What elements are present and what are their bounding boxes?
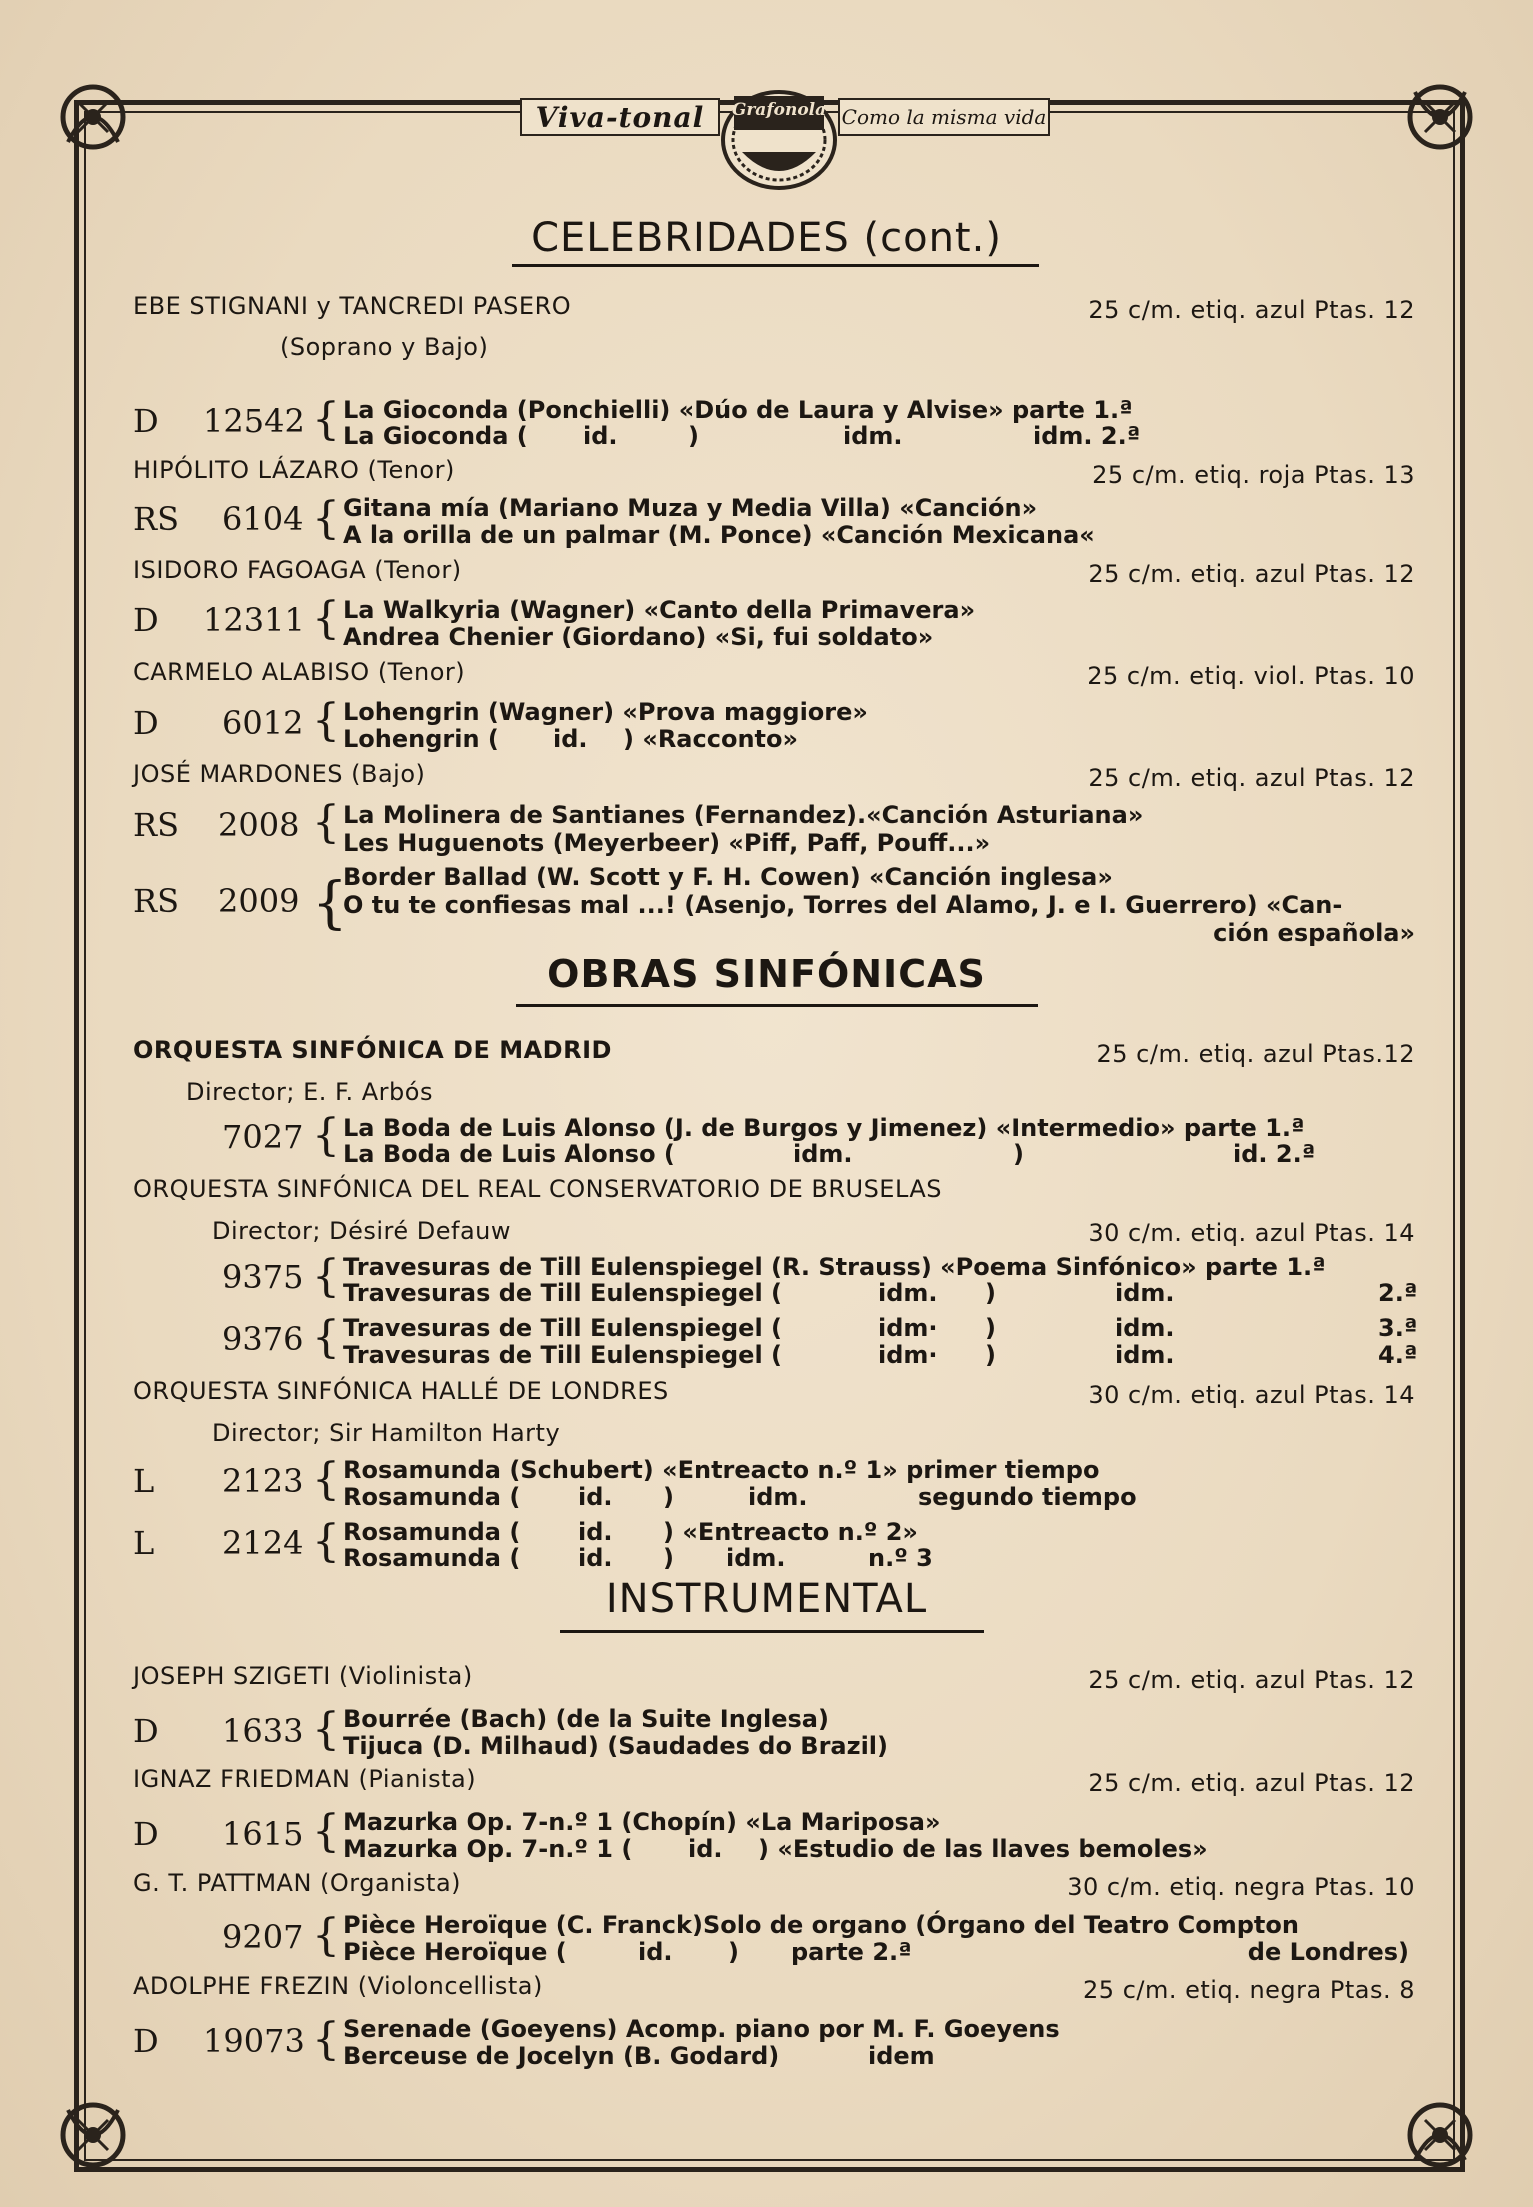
record-number: 1633 xyxy=(222,1712,304,1750)
record-title-part: ) «Entreacto n.º 2» xyxy=(663,1518,918,1546)
section-title-instrumental: INSTRUMENTAL xyxy=(605,1576,928,1622)
brace: { xyxy=(312,394,340,445)
record-number: 6012 xyxy=(222,704,304,742)
artist-name: JOSEPH SZIGETI (Violinista) xyxy=(133,1662,473,1690)
record-title: Rosamunda ( xyxy=(343,1544,521,1572)
brace: { xyxy=(312,493,340,544)
brace: { xyxy=(312,1251,340,1302)
record-number: 2124 xyxy=(222,1524,304,1562)
record-title-part: n.º 3 xyxy=(868,1544,933,1572)
record-title: Rosamunda ( xyxy=(343,1483,521,1511)
record-number: 9376 xyxy=(222,1320,304,1358)
banner-como-la-misma-vida: Como la misma vida xyxy=(838,98,1050,136)
record-title: La Boda de Luis Alonso ( xyxy=(343,1140,675,1168)
record-title: Rosamunda (Schubert) «Entreacto n.º 1» primer tiempo xyxy=(343,1456,1100,1484)
artist-name: ORQUESTA SINFÓNICA DE MADRID xyxy=(133,1036,612,1064)
record-prefix: L xyxy=(133,1524,155,1562)
brace: { xyxy=(312,2014,340,2065)
record-title-part: id. xyxy=(578,1483,613,1511)
record-number: 12542 xyxy=(203,402,305,440)
record-title-part: ) xyxy=(663,1544,674,1572)
record-number: 2008 xyxy=(218,806,300,844)
record-title-part: ) xyxy=(985,1279,996,1307)
record-title: Lohengrin ( xyxy=(343,725,499,753)
brace: { xyxy=(312,1516,340,1567)
record-title: Bourrée (Bach) (de la Suite Inglesa) xyxy=(343,1705,829,1733)
record-title: Pièce Heroïque (C. Franck)Solo de organo (Órgano del Teatro Compton xyxy=(343,1911,1299,1939)
record-prefix: RS xyxy=(133,806,180,844)
record-title-part: id. xyxy=(578,1544,613,1572)
record-prefix: D xyxy=(133,2022,159,2060)
record-title: Mazurka Op. 7-n.º 1 (Chopín) «La Mariposa» xyxy=(343,1808,941,1836)
record-prefix: RS xyxy=(133,500,180,538)
brace: { xyxy=(312,1704,340,1755)
record-number: 9375 xyxy=(222,1258,304,1296)
artist-name: ISIDORO FAGOAGA (Tenor) xyxy=(133,556,462,584)
record-title-part: ) xyxy=(728,1938,739,1966)
record-title-part: id. xyxy=(583,422,618,450)
record-title-part: parte 2.ª xyxy=(791,1938,912,1966)
record-title-part: 4.ª xyxy=(1378,1341,1418,1369)
record-title: Pièce Heroïque ( xyxy=(343,1938,567,1966)
record-prefix: D xyxy=(133,1712,159,1750)
violin-ornament-icon xyxy=(1395,72,1485,162)
record-number: 12311 xyxy=(203,601,305,639)
record-prefix: D xyxy=(133,601,159,639)
record-title-part: idm· xyxy=(878,1314,938,1342)
record-title: Rosamunda ( xyxy=(343,1518,521,1546)
record-title: Travesuras de Till Eulenspiegel (R. Strauss) «Poema Sinfónico» parte 1.ª xyxy=(343,1253,1326,1281)
artist-role: (Soprano y Bajo) xyxy=(280,333,489,361)
artist-name: JOSÉ MARDONES (Bajo) xyxy=(133,760,426,788)
price-info: 25 c/m. etiq. azul Ptas. 12 xyxy=(1088,1769,1415,1797)
record-title-part: idm. xyxy=(1115,1341,1175,1369)
record-title-part: idm· xyxy=(878,1341,938,1369)
record-title-part: id. xyxy=(553,725,588,753)
price-info: 30 c/m. etiq. negra Ptas. 10 xyxy=(1067,1873,1415,1901)
record-number: 2009 xyxy=(218,882,300,920)
artist-name: ADOLPHE FREZIN (Violoncellista) xyxy=(133,1972,543,2000)
record-title-part: idm. xyxy=(793,1140,853,1168)
banner-viva-tonal: Viva-tonal xyxy=(520,98,720,136)
record-title-part: id. xyxy=(638,1938,673,1966)
brace: { xyxy=(312,1312,340,1363)
record-title: Travesuras de Till Eulenspiegel ( xyxy=(343,1341,782,1369)
record-title-part: ) «Estudio de las llaves bemoles» xyxy=(758,1835,1208,1863)
record-prefix: D xyxy=(133,402,159,440)
record-title-part: 3.ª xyxy=(1378,1314,1418,1342)
record-title-part: ) xyxy=(985,1314,996,1342)
record-title-part: ) xyxy=(1013,1140,1024,1168)
section-rule xyxy=(512,264,1039,267)
record-title: La Gioconda (Ponchielli) «Dúo de Laura y Alvise» parte 1.ª xyxy=(343,396,1133,424)
record-title: Mazurka Op. 7-n.º 1 ( xyxy=(343,1835,633,1863)
record-title: La Walkyria (Wagner) «Canto della Primavera» xyxy=(343,596,976,624)
record-title: Lohengrin (Wagner) «Prova maggiore» xyxy=(343,698,868,726)
record-title-part: ) xyxy=(663,1483,674,1511)
price-info: 25 c/m. etiq. azul Ptas. 12 xyxy=(1088,1666,1415,1694)
record-title: Serenade (Goeyens) Acomp. piano por M. F. Goeyens xyxy=(343,2015,1060,2043)
record-number: 9207 xyxy=(222,1918,304,1956)
price-info: 25 c/m. etiq. azul Ptas.12 xyxy=(1096,1040,1415,1068)
brace: { xyxy=(312,593,340,644)
record-title-part: ) «Racconto» xyxy=(623,725,798,753)
artist-name: ORQUESTA SINFÓNICA HALLÉ DE LONDRES xyxy=(133,1377,669,1405)
record-title: Travesuras de Till Eulenspiegel ( xyxy=(343,1314,782,1342)
record-number: 7027 xyxy=(222,1118,304,1156)
record-title: O tu te confiesas mal ...! (Asenjo, Torres del Alamo, J. e I. Guerrero) «Can- xyxy=(343,891,1343,919)
section-title-obras-sinfonicas: OBRAS SINFÓNICAS xyxy=(547,952,986,996)
record-prefix: L xyxy=(133,1462,155,1500)
record-title: Andrea Chenier (Giordano) «Si, fui soldato» xyxy=(343,623,934,651)
record-title: La Gioconda ( xyxy=(343,422,528,450)
artist-name: ORQUESTA SINFÓNICA DEL REAL CONSERVATORIO DE BRUSELAS xyxy=(133,1175,943,1203)
record-number: 6104 xyxy=(222,500,304,538)
brace: { xyxy=(312,871,348,936)
section-title-celebridades: CELEBRIDADES (cont.) xyxy=(531,215,1002,261)
price-info: 25 c/m. etiq. roja Ptas. 13 xyxy=(1092,461,1415,489)
record-title: Les Huguenots (Meyerbeer) «Piff, Paff, Pouff...» xyxy=(343,829,991,857)
record-prefix: RS xyxy=(133,882,180,920)
brace: { xyxy=(312,1110,340,1161)
brace: { xyxy=(312,695,340,746)
artist-name: IGNAZ FRIEDMAN (Pianista) xyxy=(133,1765,477,1793)
record-title-part: segundo tiempo xyxy=(918,1483,1137,1511)
record-title-part: idm. xyxy=(1115,1279,1175,1307)
artist-name: G. T. PATTMAN (Organista) xyxy=(133,1869,462,1897)
record-title: ción española» xyxy=(1213,919,1415,947)
brace: { xyxy=(312,797,340,848)
price-info: 25 c/m. etiq. azul Ptas. 12 xyxy=(1088,296,1415,324)
lyre-ornament-icon xyxy=(1395,2090,1485,2180)
brace: { xyxy=(312,1910,340,1961)
header-banner xyxy=(520,90,1050,144)
grafonola-medallion-icon xyxy=(720,90,838,190)
record-title-part: ) xyxy=(985,1341,996,1369)
price-info: 25 c/m. etiq. azul Ptas. 12 xyxy=(1088,560,1415,588)
record-title: Berceuse de Jocelyn (B. Godard) xyxy=(343,2042,780,2070)
record-title: Tijuca (D. Milhaud) (Saudades do Brazil) xyxy=(343,1732,889,1760)
section-rule xyxy=(516,1004,1038,1007)
record-number: 2123 xyxy=(222,1462,304,1500)
record-title: Travesuras de Till Eulenspiegel ( xyxy=(343,1279,782,1307)
record-title-part: id. xyxy=(578,1518,613,1546)
record-title-part: idm. xyxy=(843,422,903,450)
director: Director; Sir Hamilton Harty xyxy=(212,1419,561,1447)
record-title: Gitana mía (Mariano Muza y Media Villa) «Canción» xyxy=(343,494,1038,522)
record-title: Border Ballad (W. Scott y F. H. Cowen) «Canción inglesa» xyxy=(343,863,1113,891)
record-title-part: id. xyxy=(688,1835,723,1863)
record-title: La Boda de Luis Alonso (J. de Burgos y Jimenez) «Intermedio» parte 1.ª xyxy=(343,1114,1305,1142)
record-title-part: idm. xyxy=(726,1544,786,1572)
banner-grafonola: Grafonola xyxy=(731,100,827,120)
section-rule xyxy=(560,1630,984,1633)
record-title-part: idm. xyxy=(878,1279,938,1307)
record-prefix: D xyxy=(133,1815,159,1853)
price-info: 25 c/m. etiq. viol. Ptas. 10 xyxy=(1087,662,1415,690)
record-title-part: idm. xyxy=(748,1483,808,1511)
record-title-part: idm. xyxy=(1115,1314,1175,1342)
record-title: A la orilla de un palmar (M. Ponce) «Canción Mexicana« xyxy=(343,521,1095,549)
record-title-part: id. 2.ª xyxy=(1233,1140,1316,1168)
director: Director; Désiré Defauw xyxy=(212,1217,512,1245)
brace: { xyxy=(312,1454,340,1505)
record-number: 1615 xyxy=(222,1815,304,1853)
record-title: La Molinera de Santianes (Fernandez).«Canción Asturiana» xyxy=(343,801,1144,829)
record-number: 19073 xyxy=(203,2022,305,2060)
record-title-part: ) xyxy=(688,422,699,450)
record-title-part: idem xyxy=(868,2042,935,2070)
price-info: 30 c/m. etiq. azul Ptas. 14 xyxy=(1088,1219,1415,1247)
price-info: 25 c/m. etiq. negra Ptas. 8 xyxy=(1083,1976,1415,2004)
artist-name: HIPÓLITO LÁZARO (Tenor) xyxy=(133,456,455,484)
lyre-ornament-icon xyxy=(48,72,138,162)
brace: { xyxy=(312,1806,340,1857)
record-prefix: D xyxy=(133,704,159,742)
price-info: 30 c/m. etiq. azul Ptas. 14 xyxy=(1088,1381,1415,1409)
price-info: 25 c/m. etiq. azul Ptas. 12 xyxy=(1088,764,1415,792)
record-title-part: de Londres) xyxy=(1247,1938,1409,1966)
director: Director; E. F. Arbós xyxy=(186,1078,433,1106)
artist-name: EBE STIGNANI y TANCREDI PASERO xyxy=(133,292,572,320)
violin-ornament-icon xyxy=(48,2090,138,2180)
artist-name: CARMELO ALABISO (Tenor) xyxy=(133,658,466,686)
record-title-part: 2.ª xyxy=(1378,1279,1418,1307)
record-title-part: idm. 2.ª xyxy=(1033,422,1141,450)
